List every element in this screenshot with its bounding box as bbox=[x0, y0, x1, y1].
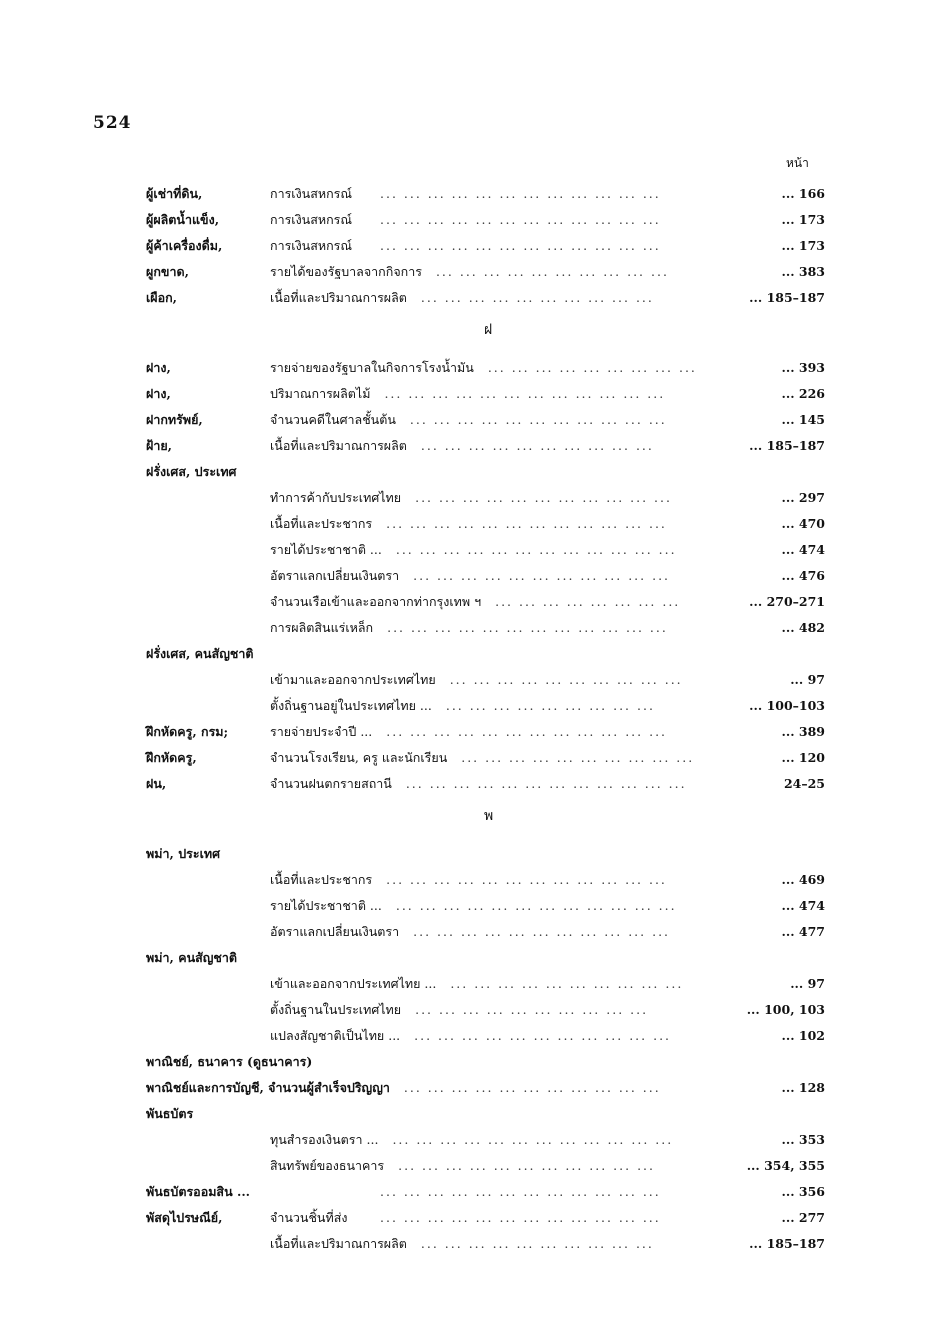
index-entry bbox=[0, 667, 941, 693]
index-entry bbox=[0, 1127, 941, 1153]
page-reference: ... 389 bbox=[781, 724, 825, 739]
page-reference: ... 102 bbox=[781, 1028, 825, 1043]
index-description: อัตราแลกเปลี่ยนเงินตรา bbox=[270, 924, 400, 939]
leader-dots: ... ... ... ... ... ... ... ... ... ... bbox=[449, 672, 683, 687]
page-reference: ... 100–103 bbox=[749, 698, 825, 713]
section-letter: ฝ bbox=[484, 322, 493, 338]
index-description: จำนวนฝนตกรายสถานี bbox=[270, 776, 392, 791]
index-entry bbox=[0, 971, 941, 997]
leader-dots: ... ... ... ... ... ... ... ... ... ... ... ... bbox=[380, 1184, 661, 1199]
page-number: 524 bbox=[93, 113, 132, 133]
index-description: อัตราแลกเปลี่ยนเงินตรา bbox=[270, 568, 400, 583]
page-reference: ... 173 bbox=[781, 238, 825, 253]
page-reference: 24–25 bbox=[783, 776, 825, 791]
index-description: ตั้งถิ่นฐานอยู่ในประเทศไทย ... bbox=[270, 698, 432, 713]
leader-dots: ... ... ... ... ... ... ... ... ... ... ... bbox=[398, 1158, 655, 1173]
leader-dots: ... ... ... ... ... ... ... ... ... ... ... ... bbox=[405, 776, 687, 791]
index-entry bbox=[0, 233, 941, 259]
index-entry bbox=[0, 1153, 941, 1179]
leader-dots: ... ... ... ... ... ... ... ... ... ... bbox=[415, 1002, 649, 1017]
index-description: เข้ามาและออกจากประเทศไทย bbox=[270, 672, 436, 687]
index-term: พาณิชย์และการบัญชี, จำนวนผู้สำเร็จปริญญา bbox=[146, 1080, 390, 1095]
page-reference: ... 474 bbox=[781, 542, 825, 557]
index-term: ผูกขาด, bbox=[146, 264, 189, 279]
index-entry bbox=[0, 1023, 941, 1049]
index-description: ทุนสำรองเงินตรา ... bbox=[270, 1132, 379, 1147]
index-term: ผู้ค้าเครื่องดื่ม, bbox=[146, 238, 223, 253]
index-term: ฝรั่งเศส, คนสัญชาติ bbox=[146, 646, 254, 661]
index-description: เนื้อที่และประชากร bbox=[270, 516, 373, 531]
page-reference: ... 166 bbox=[781, 186, 825, 201]
index-term: พม่า, คนสัญชาติ bbox=[146, 950, 238, 965]
index-entry bbox=[0, 1101, 941, 1127]
index-term: ผู้ผลิตน้ำแข็ง, bbox=[146, 212, 220, 227]
index-description: เนื้อที่และปริมาณการผลิต bbox=[270, 290, 407, 305]
section-letter: พ bbox=[484, 808, 494, 824]
index-list bbox=[0, 181, 941, 1257]
page-reference: ... 470 bbox=[781, 516, 825, 531]
index-entry bbox=[0, 841, 941, 867]
page-reference: ... 477 bbox=[781, 924, 825, 939]
index-entry bbox=[0, 181, 941, 207]
index-description: เนื้อที่และปริมาณการผลิต bbox=[270, 438, 407, 453]
page-reference: ... 185–187 bbox=[749, 290, 825, 305]
index-entry bbox=[0, 1231, 941, 1257]
index-entry bbox=[0, 259, 941, 285]
index-term: พาณิชย์, ธนาคาร (ดูธนาคาร) bbox=[146, 1054, 313, 1069]
index-entry bbox=[0, 537, 941, 563]
page-reference: ... 393 bbox=[781, 360, 825, 375]
index-entry bbox=[0, 433, 941, 459]
index-entry bbox=[0, 945, 941, 971]
leader-dots: ... ... ... ... ... ... ... ... ... ... ... bbox=[403, 1080, 661, 1095]
index-entry bbox=[0, 285, 941, 311]
page-reference: ... 128 bbox=[781, 1080, 825, 1095]
page-reference: ... 97 bbox=[790, 976, 825, 991]
page-reference: ... 270–271 bbox=[749, 594, 825, 609]
index-term: ฝรั่งเศส, ประเทศ bbox=[146, 464, 237, 479]
section-letter-row bbox=[0, 797, 941, 841]
index-description: รายได้ของรัฐบาลจากกิจการ bbox=[270, 264, 422, 279]
leader-dots: ... ... ... ... ... ... ... ... ... ... ... bbox=[415, 490, 672, 505]
leader-dots: ... ... ... ... ... ... ... ... ... ... ... ... bbox=[386, 872, 667, 887]
index-description: การเงินสหกรณ์ bbox=[270, 212, 352, 227]
index-entry bbox=[0, 511, 941, 537]
page-reference: ... 356 bbox=[781, 1184, 825, 1199]
index-entry bbox=[0, 207, 941, 233]
leader-dots: ... ... ... ... ... ... ... ... ... ... bbox=[450, 976, 684, 991]
leader-dots: ... ... ... ... ... ... ... ... ... ... ... bbox=[413, 568, 671, 583]
index-entry bbox=[0, 1049, 941, 1075]
index-entry bbox=[0, 893, 941, 919]
index-description: ทำการค้ากับประเทศไทย bbox=[270, 490, 402, 505]
index-term: ฝากทรัพย์, bbox=[146, 412, 203, 427]
index-entry bbox=[0, 407, 941, 433]
index-description: ปริมาณการผลิตไม้ bbox=[270, 386, 371, 401]
page-reference: ... 120 bbox=[781, 750, 825, 765]
page-column-header: หน้า bbox=[786, 156, 809, 170]
leader-dots: ... ... ... ... ... ... ... ... ... ... ... ... bbox=[395, 542, 677, 557]
index-term: ฝ้าย, bbox=[146, 438, 173, 453]
leader-dots: ... ... ... ... ... ... ... ... ... ... bbox=[420, 438, 654, 453]
page-reference: ... 482 bbox=[781, 620, 825, 635]
index-description: จำนวนชิ้นที่ส่ง bbox=[270, 1210, 348, 1225]
index-entry bbox=[0, 997, 941, 1023]
page-reference: ... 474 bbox=[781, 898, 825, 913]
index-description: รายได้ประชาชาติ ... bbox=[270, 898, 382, 913]
leader-dots: ... ... ... ... ... ... ... ... bbox=[495, 594, 681, 609]
leader-dots: ... ... ... ... ... ... ... ... ... ... ... ... bbox=[380, 238, 661, 253]
index-entry bbox=[0, 1179, 941, 1205]
index-entry bbox=[0, 745, 941, 771]
page-reference: ... 100, 103 bbox=[746, 1002, 825, 1017]
index-entry bbox=[0, 563, 941, 589]
leader-dots: ... ... ... ... ... ... ... ... ... ... ... ... bbox=[386, 516, 667, 531]
leader-dots: ... ... ... ... ... ... ... ... ... ... bbox=[461, 750, 695, 765]
index-description: เนื้อที่และประชากร bbox=[270, 872, 373, 887]
index-description: จำนวนโรงเรียน, ครู และนักเรียน bbox=[270, 750, 448, 765]
leader-dots: ... ... ... ... ... ... ... ... ... ... ... ... bbox=[387, 620, 668, 635]
page-reference: ... 476 bbox=[781, 568, 825, 583]
index-description: รายจ่ายของรัฐบาลในกิจการโรงน้ำมัน bbox=[270, 360, 474, 375]
page-reference: ... 97 bbox=[790, 672, 825, 687]
index-entry bbox=[0, 1075, 941, 1101]
index-term: ฝึกหัดครู, bbox=[146, 750, 197, 765]
page-reference: ... 226 bbox=[781, 386, 825, 401]
leader-dots: ... ... ... ... ... ... ... ... ... ... ... ... bbox=[380, 1210, 661, 1225]
page-reference: ... 185–187 bbox=[749, 438, 825, 453]
index-entry bbox=[0, 719, 941, 745]
index-entry bbox=[0, 355, 941, 381]
index-description: การเงินสหกรณ์ bbox=[270, 186, 352, 201]
index-description: การผลิตสินแร่เหล็ก bbox=[270, 620, 374, 635]
index-term: ฝน, bbox=[146, 776, 167, 791]
leader-dots: ... ... ... ... ... ... ... ... ... ... ... ... bbox=[386, 724, 668, 739]
index-description: เนื้อที่และปริมาณการผลิต bbox=[270, 1236, 407, 1251]
index-entry bbox=[0, 1205, 941, 1231]
index-description: การเงินสหกรณ์ bbox=[270, 238, 352, 253]
page-reference: ... 277 bbox=[781, 1210, 825, 1225]
leader-dots: ... ... ... ... ... ... ... ... ... ... ... ... bbox=[384, 386, 666, 401]
index-entry bbox=[0, 459, 941, 485]
index-description: ตั้งถิ่นฐานในประเทศไทย bbox=[270, 1002, 402, 1017]
leader-dots: ... ... ... ... ... ... ... ... ... ... ... bbox=[409, 412, 667, 427]
index-term: พม่า, ประเทศ bbox=[146, 846, 221, 861]
index-description: จำนวนคดีในศาลชั้นต้น bbox=[270, 412, 396, 427]
page-reference: ... 354, 355 bbox=[746, 1158, 825, 1173]
index-entry bbox=[0, 641, 941, 667]
index-description: จำนวนเรือเข้าและออกจากท่ากรุงเทพ ฯ bbox=[270, 594, 482, 609]
leader-dots: ... ... ... ... ... ... ... ... ... bbox=[487, 360, 697, 375]
leader-dots: ... ... ... ... ... ... ... ... ... ... ... ... bbox=[380, 212, 661, 227]
leader-dots: ... ... ... ... ... ... ... ... ... ... bbox=[435, 264, 669, 279]
page-reference: ... 469 bbox=[781, 872, 825, 887]
page-reference: ... 297 bbox=[781, 490, 825, 505]
page-reference: ... 185–187 bbox=[749, 1236, 825, 1251]
index-entry bbox=[0, 771, 941, 797]
index-term: เผือก, bbox=[146, 290, 178, 305]
page-reference: ... 145 bbox=[781, 412, 825, 427]
leader-dots: ... ... ... ... ... ... ... ... ... bbox=[445, 698, 655, 713]
index-entry bbox=[0, 485, 941, 511]
index-entry bbox=[0, 381, 941, 407]
index-entry bbox=[0, 589, 941, 615]
leader-dots: ... ... ... ... ... ... ... ... ... ... bbox=[420, 1236, 654, 1251]
page-reference: ... 173 bbox=[781, 212, 825, 227]
index-term: ฝึกหัดครู, กรม; bbox=[146, 724, 229, 739]
index-entry bbox=[0, 615, 941, 641]
index-term: ผู้เช่าที่ดิน, bbox=[146, 186, 203, 201]
leader-dots: ... ... ... ... ... ... ... ... ... ... ... ... bbox=[392, 1132, 674, 1147]
index-description: แปลงสัญชาติเป็นไทย ... bbox=[270, 1028, 401, 1043]
leader-dots: ... ... ... ... ... ... ... ... ... ... ... bbox=[413, 924, 671, 939]
index-entry bbox=[0, 919, 941, 945]
index-term: พันธบัตร bbox=[146, 1106, 194, 1121]
index-description: เข้าและออกจากประเทศไทย ... bbox=[270, 976, 437, 991]
leader-dots: ... ... ... ... ... ... ... ... ... ... ... ... bbox=[395, 898, 677, 913]
leader-dots: ... ... ... ... ... ... ... ... ... ... ... bbox=[414, 1028, 672, 1043]
index-term: ฝาง, bbox=[146, 386, 171, 401]
index-description: รายได้ประชาชาติ ... bbox=[270, 542, 382, 557]
index-entry bbox=[0, 693, 941, 719]
leader-dots: ... ... ... ... ... ... ... ... ... ... bbox=[420, 290, 654, 305]
leader-dots: ... ... ... ... ... ... ... ... ... ... ... ... bbox=[380, 186, 661, 201]
index-entry bbox=[0, 867, 941, 893]
index-term: พัสดุไปรษณีย์, bbox=[146, 1210, 223, 1225]
index-term: พันธบัตรออมสิน ... bbox=[146, 1184, 251, 1199]
section-letter-row bbox=[0, 311, 941, 355]
index-description: รายจ่ายประจำปี ... bbox=[270, 724, 373, 739]
page-reference: ... 383 bbox=[781, 264, 825, 279]
index-term: ฝาง, bbox=[146, 360, 171, 375]
index-description: สินทรัพย์ของธนาคาร bbox=[270, 1158, 385, 1173]
page-reference: ... 353 bbox=[781, 1132, 825, 1147]
